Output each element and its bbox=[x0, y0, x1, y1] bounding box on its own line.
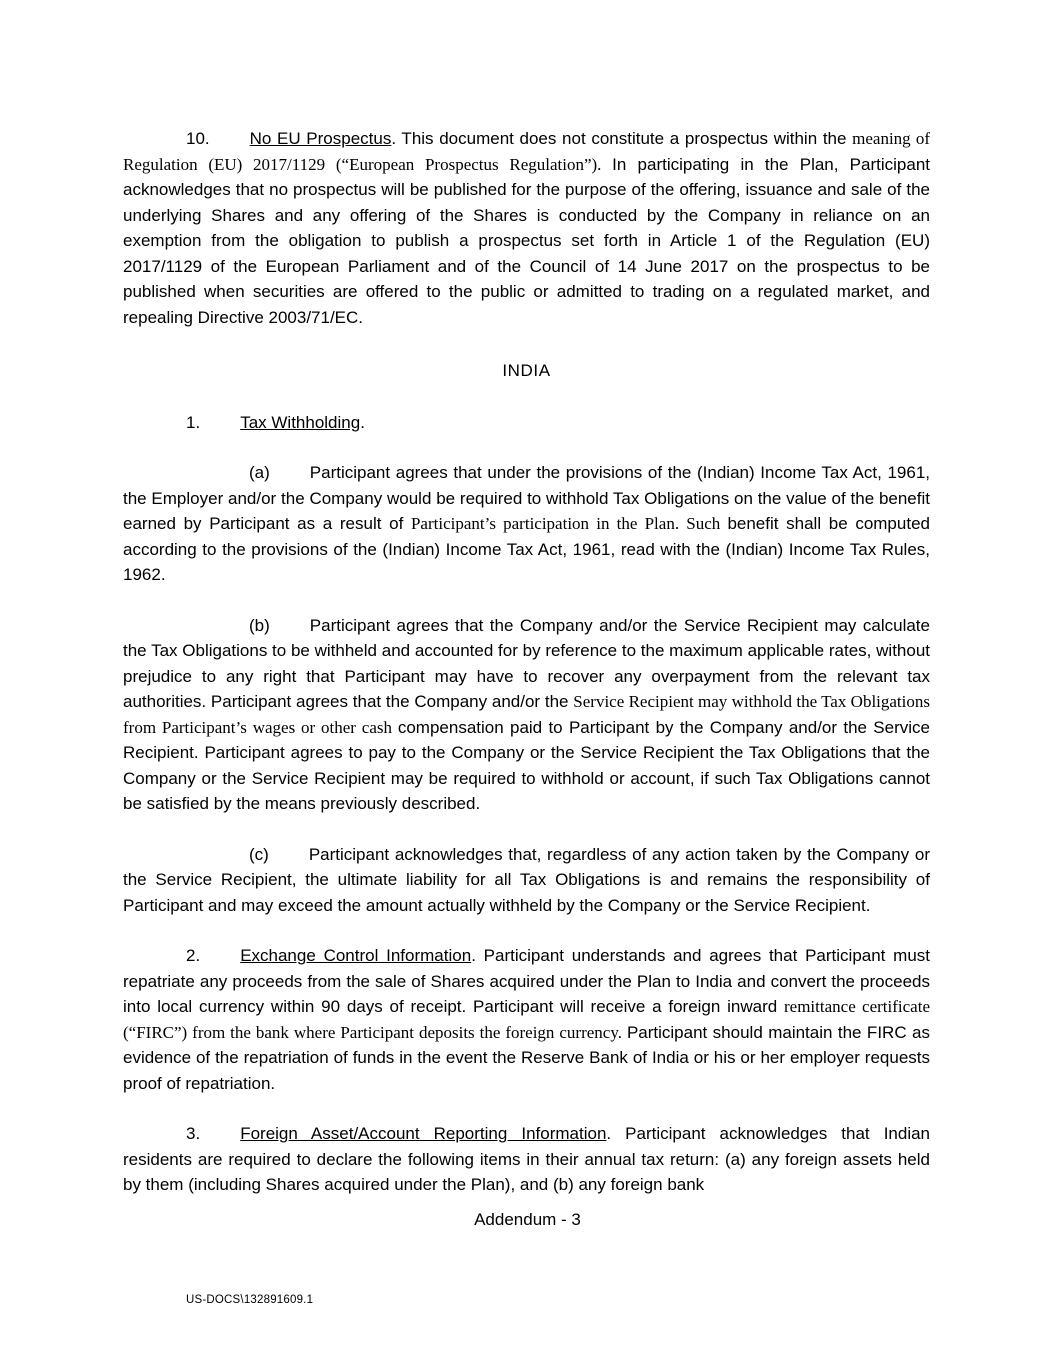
paragraph-tax-withholding-a: (a) Participant agrees that under the provisions of the (Indian) Income Tax Act, 1961, the Employer and/or the Company would be required to withhold Tax Obligations on the value of the benefit earned by Participant as a result of Participant’s participation in the Plan. Such benefit shall be computed according to the provisions of the (Indian) Income Tax Act, 1961, read with the (Indian) Income Tax Rules, 1962. bbox=[123, 463, 930, 584]
paragraph-tax-withholding-b: (b) Participant agrees that the Company and/or the Service Recipient may calculate the Tax Obligations to be withheld and accounted for by reference to the maximum applicable rates, without prejudice to any right that Participant may have to recover any overpayment from the relevant tax authorities. Participant agrees that the Company and/or the Service Recipient may withhold the Tax Obligations from Participant’s wages or other cash compensation paid to Participant by the Company and/or the Service Recipient. Participant agrees to pay to the Company or the Service Recipient the Tax Obligations that the Company or the Service Recipient may be required to withhold or account, if such Tax Obligations cannot be satisfied by the means previously described. bbox=[123, 615, 930, 813]
paragraph-foreign-asset-account-reporting: 3. Foreign Asset/Account Reporting Information. Participant acknowledges that Indian residents are required to declare the following items in their annual tax return: (a) any foreign assets held by them (including Shares acquired under the Plan), and (b) any foreign bank bbox=[123, 1124, 931, 1194]
paragraph-tax-withholding-c: (c) Participant acknowledges that, regardless of any action taken by the Company or the Service Recipient, the ultimate liability for all Tax Obligations is and remains the responsibility of Participant and may exceed the amount actually withheld by the Company or the Service Recipient. bbox=[123, 844, 930, 915]
paragraph-exchange-control-information: 2. Exchange Control Information. Participant understands and agrees that Participant must repatriate any proceeds from the sale of Shares acquired under the Plan to India and convert the proceeds into local currency within 90 days of receipt. Participant will receive a foreign inward remittance certificate (“FIRC”) from the bank where Participant deposits the foreign currency. Participant should maintain the FIRC as evidence of the repatriation of funds in the event the Reserve Bank of India or his or her employer requests proof of repatriation. bbox=[123, 946, 931, 1093]
page-footer-addendum: Addendum - 3 bbox=[474, 1210, 581, 1229]
paragraph-tax-withholding-title: 1. Tax Withholding. bbox=[186, 412, 365, 432]
section-heading-india: INDIA bbox=[502, 361, 551, 380]
paragraph-no-eu-prospectus: 10. No EU Prospectus. This document does not constitute a prospectus within the meaning of Regulation (EU) 2017/1129 (“European Prospectus Regulation”). In participating in the Plan, Participant acknowledges that no prospectus will be published for the purpose of the offering, issuance and sale of the underlying Shares and any offering of the Shares is conducted by the Company in reliance on an exemption from the obligation to publish a prospectus set forth in Article 1 of the Regulation (EU) 2017/1129 of the European Parliament and of the Council of 14 June 2017 on the prospectus to be published when securities are offered to the public or admitted to trading on a regulated market, and repealing Directive 2003/71/EC. bbox=[123, 129, 931, 327]
document-id: US-DOCS\132891609.1 bbox=[186, 1294, 314, 1306]
